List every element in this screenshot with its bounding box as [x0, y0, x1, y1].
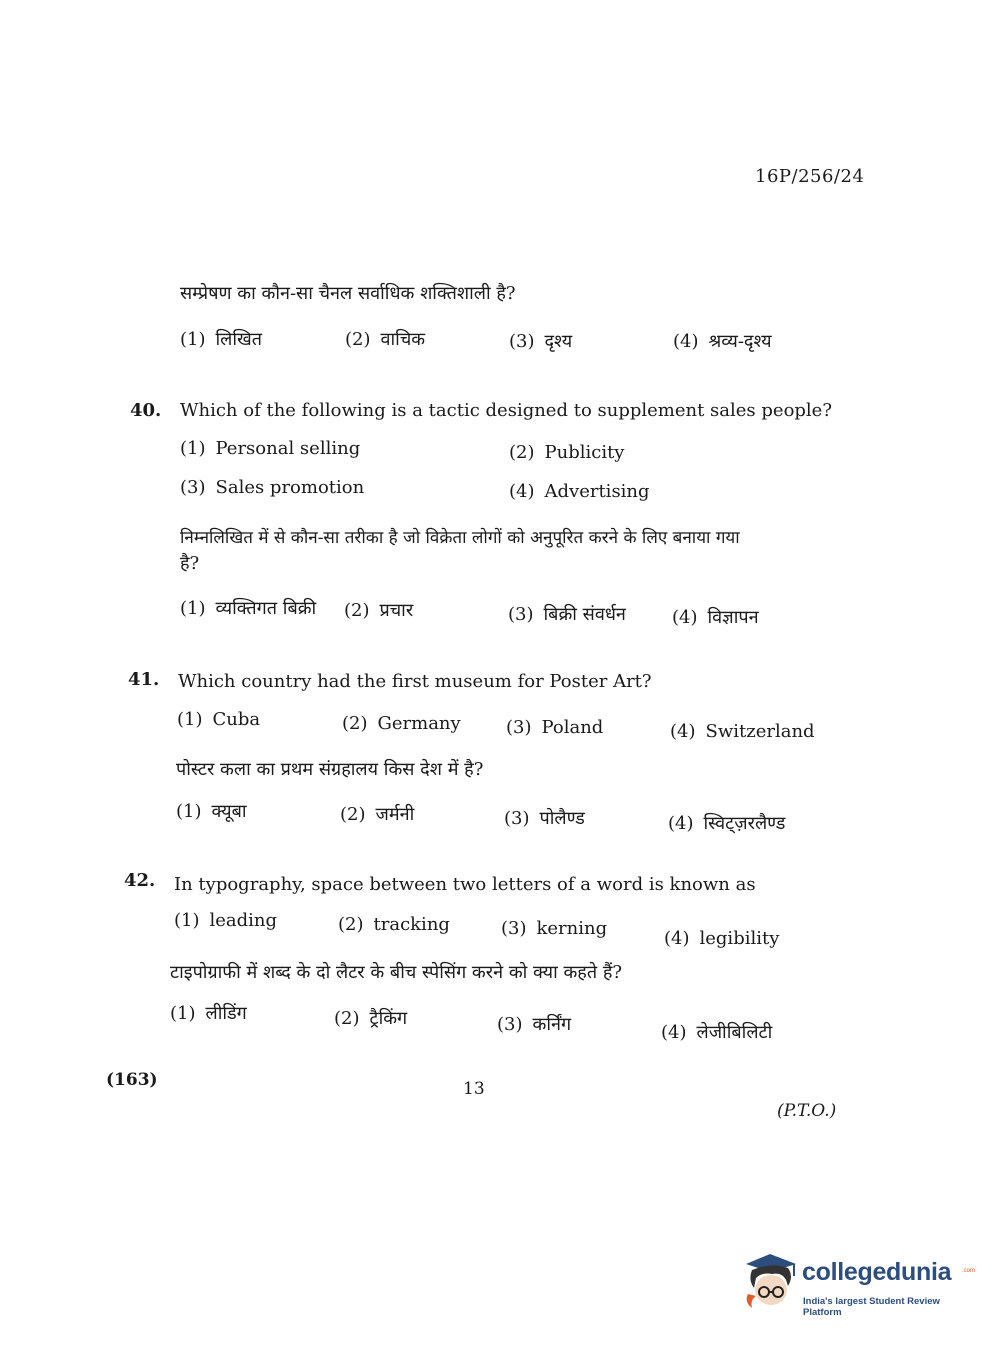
option-number: (1)	[177, 709, 203, 730]
option-number: (1)	[180, 598, 206, 619]
option-text: वाचिक	[380, 329, 426, 350]
option-text: लिखित	[215, 329, 263, 350]
q42-hindi-option-3	[497, 1012, 571, 1036]
q39-hindi-option-3	[509, 329, 572, 353]
q41-option-2	[342, 713, 461, 734]
option-number: (1)	[170, 1003, 196, 1024]
option-text: स्विट्ज़रलैण्ड	[703, 813, 786, 834]
q40-hindi-option-1	[180, 596, 316, 620]
option-number: (3)	[497, 1014, 523, 1035]
option-number: (1)	[174, 910, 200, 931]
option-text: प्रचार	[379, 600, 414, 621]
q42-option-1	[174, 910, 277, 931]
option-text: tracking	[373, 914, 450, 935]
q41-option-3	[506, 717, 603, 738]
option-text: Sales promotion	[215, 477, 365, 498]
page-number: 13	[463, 1079, 485, 1099]
q40-hindi-question-line2: है?	[180, 553, 200, 574]
option-number: (4)	[670, 721, 696, 742]
option-number: (4)	[673, 331, 699, 352]
q39-hindi-option-1	[180, 327, 262, 351]
q41-hindi-option-3	[504, 806, 585, 830]
q42-option-4	[664, 928, 779, 949]
q42-number: 42.	[124, 870, 156, 891]
option-number: (3)	[506, 717, 532, 738]
brand-tagline: India's largest Student Review Platform	[803, 1296, 940, 1318]
option-text: क्यूबा	[211, 801, 247, 822]
option-number: (2)	[340, 804, 366, 825]
option-number: (2)	[338, 914, 364, 935]
option-number: (4)	[668, 813, 694, 834]
option-text: Advertising	[544, 481, 650, 502]
option-text: कर्निंग	[532, 1014, 572, 1035]
option-text: लीडिंग	[205, 1003, 247, 1024]
q41-question: Which country had the first museum for Poster Art?	[178, 671, 652, 692]
q41-hindi-option-4	[668, 811, 785, 835]
q40-hindi-option-2	[344, 598, 413, 622]
option-text: Poland	[541, 717, 604, 738]
option-number: (3)	[501, 918, 527, 939]
option-number: (3)	[508, 604, 534, 625]
q41-hindi-question: पोस्टर कला का प्रथम संग्रहालय किस देश में है?	[176, 759, 484, 780]
option-number: (1)	[176, 801, 202, 822]
option-text: पोलैण्ड	[539, 808, 585, 829]
q40-question: Which of the following is a tactic designed to supplement sales people?	[180, 400, 832, 421]
q40-option-1	[180, 438, 360, 459]
option-number: (2)	[509, 442, 535, 463]
q41-number: 41.	[128, 669, 160, 690]
q42-hindi-question: टाइपोग्राफी में शब्द के दो लैटर के बीच स्पेसिंग करने को क्या कहते हैं?	[170, 962, 623, 983]
q40-hindi-option-4	[672, 605, 759, 629]
q42-hindi-option-2	[334, 1006, 407, 1030]
option-text: बिक्री संवर्धन	[543, 604, 626, 625]
option-number: (3)	[504, 808, 530, 829]
q40-option-2	[509, 442, 624, 463]
q41-hindi-option-1	[176, 799, 247, 823]
q40-hindi-question-line1: निम्नलिखित में से कौन-सा तरीका है जो विक्रेता लोगों को अनुपूरित करने के लिए बनाया गया	[180, 528, 740, 548]
pto-note: (P.T.O.)	[777, 1101, 837, 1121]
option-number: (4)	[664, 928, 690, 949]
brand-suffix: .com	[962, 1268, 976, 1274]
q40-option-4	[509, 481, 650, 502]
option-number: (1)	[180, 438, 206, 459]
q39-hindi-question: सम्प्रेषण का कौन-सा चैनल सर्वाधिक शक्तिशाली है?	[180, 283, 516, 304]
option-number: (4)	[509, 481, 535, 502]
q40-hindi-option-3	[508, 602, 626, 626]
option-number: (3)	[509, 331, 535, 352]
q39-hindi-option-4	[673, 329, 772, 353]
q39-hindi-option-2	[345, 327, 425, 351]
option-text: श्रव्य-दृश्य	[708, 331, 772, 352]
option-text: दृश्य	[544, 331, 573, 352]
page-code: 16P/256/24	[755, 166, 865, 187]
option-text: Switzerland	[705, 721, 815, 742]
booklet-code: (163)	[106, 1070, 158, 1090]
brand-name: collegedunia	[802, 1258, 952, 1286]
q41-option-1	[177, 709, 260, 730]
option-text: legibility	[699, 928, 780, 949]
q42-hindi-option-4	[661, 1020, 772, 1044]
q41-option-4	[670, 721, 815, 742]
option-text: Personal selling	[215, 438, 361, 459]
q40-option-3	[180, 477, 364, 498]
option-text: व्यक्तिगत बिक्री	[215, 598, 317, 619]
q42-hindi-option-1	[170, 1001, 247, 1025]
option-text: kerning	[536, 918, 608, 939]
option-number: (1)	[180, 329, 206, 350]
q42-option-2	[338, 914, 450, 935]
q40-number: 40.	[130, 400, 162, 421]
q42-question: In typography, space between two letters of a word is known as	[174, 874, 756, 895]
option-text: Germany	[377, 713, 461, 734]
option-text: जर्मनी	[375, 804, 415, 825]
q41-hindi-option-2	[340, 802, 414, 826]
q42-option-3	[501, 918, 607, 939]
option-number: (4)	[672, 607, 698, 628]
option-text: ट्रैकिंग	[369, 1008, 408, 1029]
option-number: (2)	[342, 713, 368, 734]
option-text: लेजीबिलिटी	[696, 1022, 773, 1043]
option-number: (2)	[345, 329, 371, 350]
student-mascot-icon	[742, 1250, 800, 1310]
option-text: leading	[209, 910, 278, 931]
option-number: (2)	[334, 1008, 360, 1029]
option-text: विज्ञापन	[707, 607, 759, 628]
option-text: Publicity	[544, 442, 625, 463]
option-number: (3)	[180, 477, 206, 498]
collegedunia-watermark	[742, 1250, 976, 1318]
option-number: (2)	[344, 600, 370, 621]
option-text: Cuba	[212, 709, 261, 730]
option-number: (4)	[661, 1022, 687, 1043]
